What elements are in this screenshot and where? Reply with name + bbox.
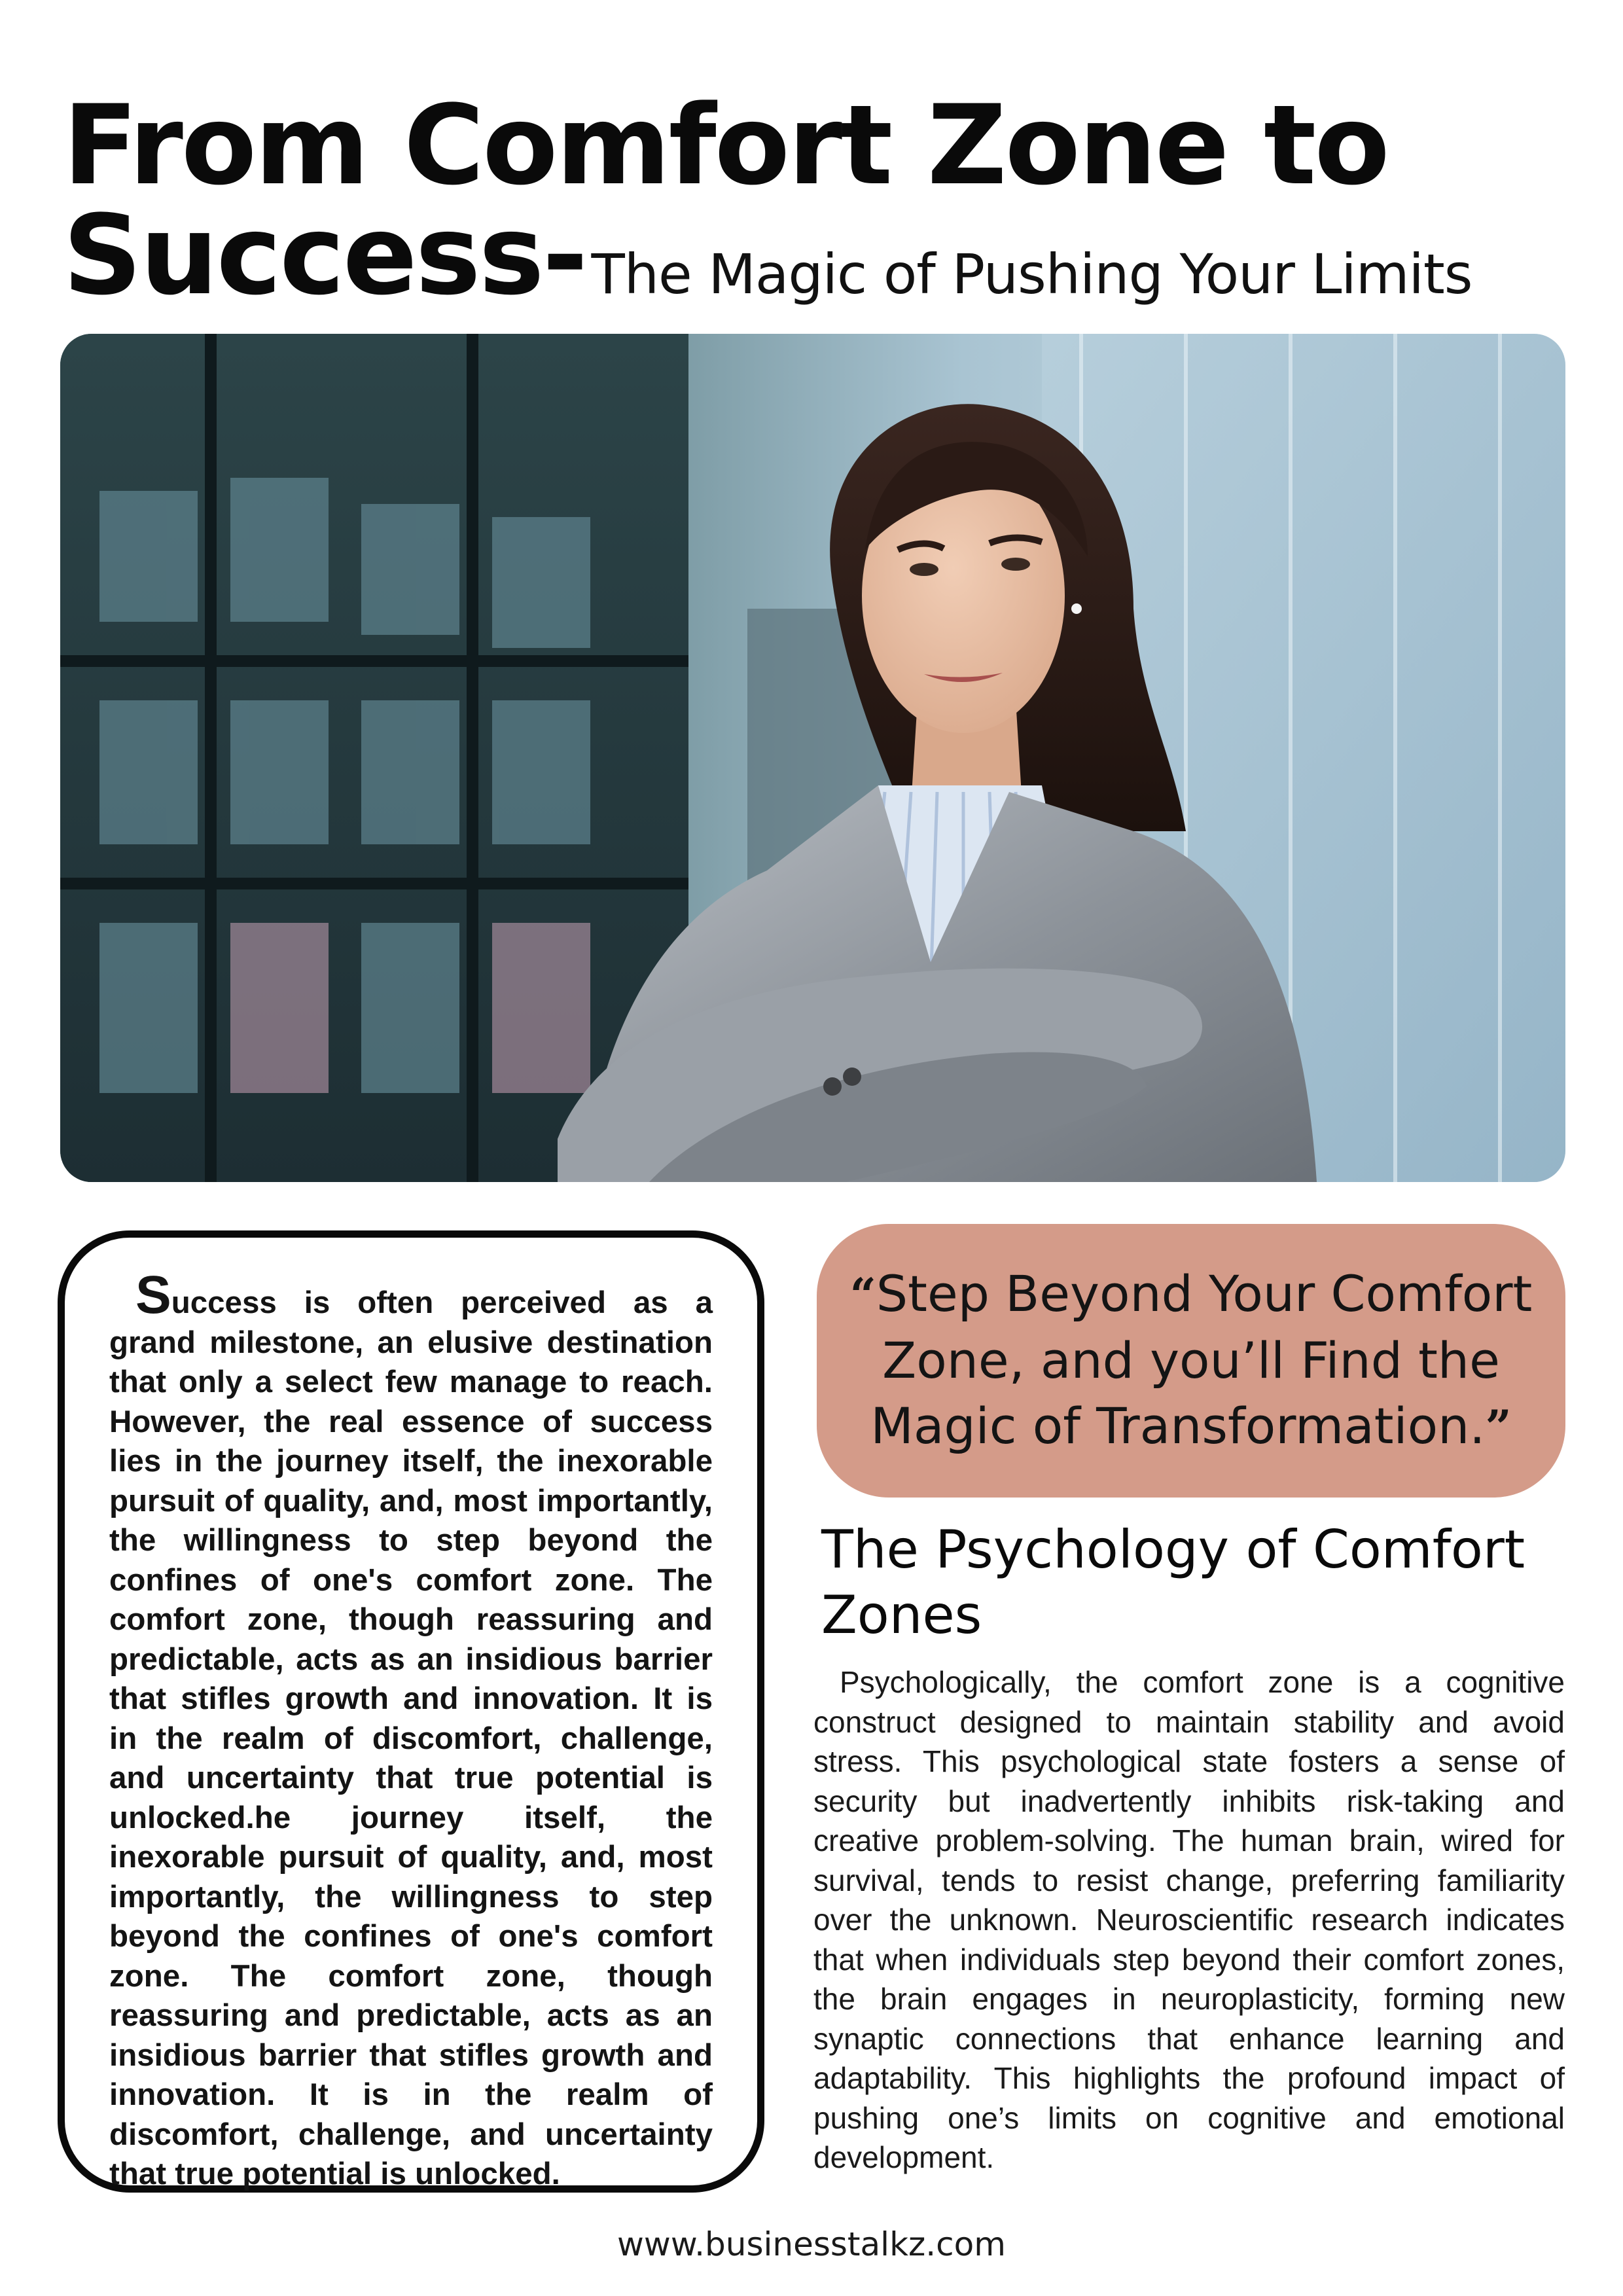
hero-image xyxy=(60,334,1565,1182)
footer-url: www.businesstalkz.com xyxy=(617,2225,1006,2263)
section-title: The Psychology of Comfort Zones xyxy=(821,1519,1525,1645)
pull-quote-text: Step Beyond Your Comfort Zone, and you’ll Find the Magic of Transformation. xyxy=(870,1265,1533,1455)
section-body: Psychologically, the comfort zone is a cognitive construct designed to maintain stability and avoid stress. This psychological state fosters a sense of security but inadvertently inhibits risk-taking and creative problem-solving. The human brain, wired for survival, tends to resist change, preferring familiarity over the unknown. Neuroscientific research indicates that when individuals step beyond their comfort zones, the brain engages in neuroplasticity, forming new synaptic connections that enhance learning and adaptability. This highlights the profound impact of pushing one’s limits on cognitive and emotional development. xyxy=(813,1665,1565,2174)
open-quote-mark: “ xyxy=(849,1268,876,1322)
subtitle: The Magic of Pushing Your Limits xyxy=(591,242,1472,306)
intro-text-box xyxy=(58,1230,764,2193)
title-success: Success- xyxy=(63,191,586,319)
title-line-1: From Comfort Zone to xyxy=(63,81,1388,209)
intro-body: uccess is often perceived as a grand milestone, an elusive destination that only a select few manage to reach. However, the real essence of success lies in the journey itself, the inexorable pursuit of quality, and, most importantly, the willingness to step beyond the confines of one's comfort zone. The comfort zone, though reassuring and predictable, acts as an insidious barrier that stifles growth and innovation. It is in the realm of discomfort, challenge, and uncertainty that true potential is unlocked.he journey itself, the inexorable pursuit of quality, and, most importantly, the willingness to step beyond the confines of one's comfort zone. The comfort zone, though reassuring and predictable, acts as an insidious barrier that stifles growth and innovation. It is in the realm of discomfort, challenge, and uncertainty that true potential is unlocked. xyxy=(109,1285,713,2191)
hero-illustration xyxy=(60,334,1565,1182)
intro-paragraph xyxy=(109,1265,713,2195)
close-quote-mark: ” xyxy=(1485,1400,1512,1454)
drop-cap: S xyxy=(135,1265,171,1325)
pull-quote-box xyxy=(817,1224,1565,1498)
title-line-2 xyxy=(63,191,1472,319)
pull-quote xyxy=(843,1261,1539,1460)
